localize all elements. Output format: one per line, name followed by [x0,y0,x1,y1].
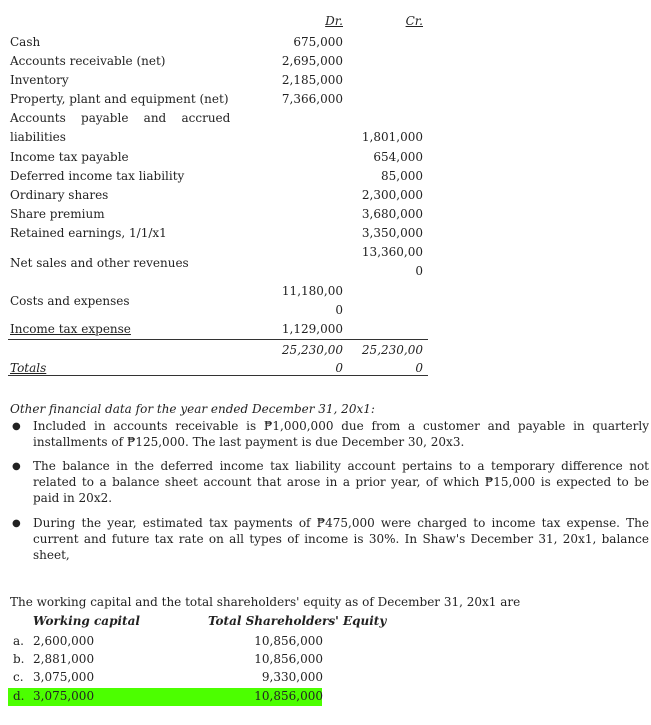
note-receivable-installments: Included in accounts receivable is ₱1,000,000 due from a customer and payable in quarterly installments of ₱125,000. The last payment is due December 30, 20x3. [33,419,649,449]
income-tax-expense-debit: 1,129,000 [281,322,343,336]
retained-earnings-credit: 3,350,000 [361,226,423,240]
accounts-payable-label-line2: liabilities [10,130,66,144]
choice-d-working-capital[interactable]: 3,075,000 [33,689,95,703]
ppe-label: Property, plant and equipment (net) [10,92,229,106]
choice-c-equity[interactable]: 9,330,000 [261,670,323,684]
working-capital-header: Working capital [33,614,140,628]
retained-earnings-label: Retained earnings, 1/1/x1 [10,226,167,240]
deferred-tax-liability-credit: 85,000 [381,169,423,183]
bullet-icon: ● [12,421,21,432]
share-premium-credit: 3,680,000 [361,207,423,221]
costs-debit-line2: 0 [335,303,343,317]
costs-label: Costs and expenses [10,294,130,308]
choice-a-equity[interactable]: 10,856,000 [254,634,323,648]
shareholders-equity-header: Total Shareholders' Equity [208,614,387,628]
totals-credit-line2: 0 [415,361,423,375]
choice-d-equity[interactable]: 10,856,000 [254,689,323,703]
choice-a-letter[interactable]: a. [13,634,24,648]
net-sales-label: Net sales and other revenues [10,256,189,270]
net-sales-credit-line1: 13,360,00 [361,245,423,259]
subtotal-rule [8,339,428,340]
choice-a-working-capital[interactable]: 2,600,000 [33,634,95,648]
choice-b-equity[interactable]: 10,856,000 [254,652,323,666]
totals-debit-line1: 25,230,00 [281,343,343,357]
cash-debit: 675,000 [293,35,343,49]
net-sales-credit-line2: 0 [415,264,423,278]
choice-c-working-capital[interactable]: 3,075,000 [33,670,95,684]
credit-column-header: Cr. [405,14,423,28]
accounts-receivable-debit: 2,695,000 [281,54,343,68]
totals-debit-line2: 0 [335,361,343,375]
accounts-receivable-label: Accounts receivable (net) [10,54,166,68]
share-premium-label: Share premium [10,207,105,221]
income-tax-payable-credit: 654,000 [373,150,423,164]
other-data-heading: Other financial data for the year ended December 31, 20x1: [10,402,375,416]
inventory-label: Inventory [10,73,69,87]
accounts-payable-label-line1: Accounts payable and accrued [10,111,231,125]
choice-b-letter[interactable]: b. [13,652,25,666]
choice-c-letter[interactable]: c. [13,670,24,684]
note-estimated-tax: During the year, estimated tax payments of ₱475,000 were charged to income tax expense. The current and future tax rate on all types of income is 30%. In Shaw's December 31, 20x1, balance sheet, [33,516,649,562]
accounts-payable-credit: 1,801,000 [361,130,423,144]
totals-credit-line1: 25,230,00 [361,343,423,357]
question-text: The working capital and the total shareholders' equity as of December 31, 20x1 are [10,595,521,609]
income-tax-expense-label: Income tax expense [10,322,131,336]
ppe-debit: 7,366,000 [281,92,343,106]
totals-rule [8,375,428,376]
bullet-icon: ● [12,518,21,529]
deferred-tax-liability-label: Deferred income tax liability [10,169,185,183]
choice-d-letter[interactable]: d. [13,689,25,703]
cash-label: Cash [10,35,41,49]
income-tax-payable-label: Income tax payable [10,150,129,164]
ordinary-shares-credit: 2,300,000 [361,188,423,202]
note-deferred-tax: The balance in the deferred income tax liability account pertains to a temporary difference not related to a balance sheet account that arose in a prior year, of which ₱15,000 is expected to be paid in 20x2. [33,459,649,505]
ordinary-shares-label: Ordinary shares [10,188,109,202]
costs-debit-line1: 11,180,00 [281,284,343,298]
bullet-icon: ● [12,461,21,472]
inventory-debit: 2,185,000 [281,73,343,87]
choice-b-working-capital[interactable]: 2,881,000 [33,652,95,666]
debit-column-header: Dr. [325,14,343,28]
totals-label: Totals [10,361,47,375]
